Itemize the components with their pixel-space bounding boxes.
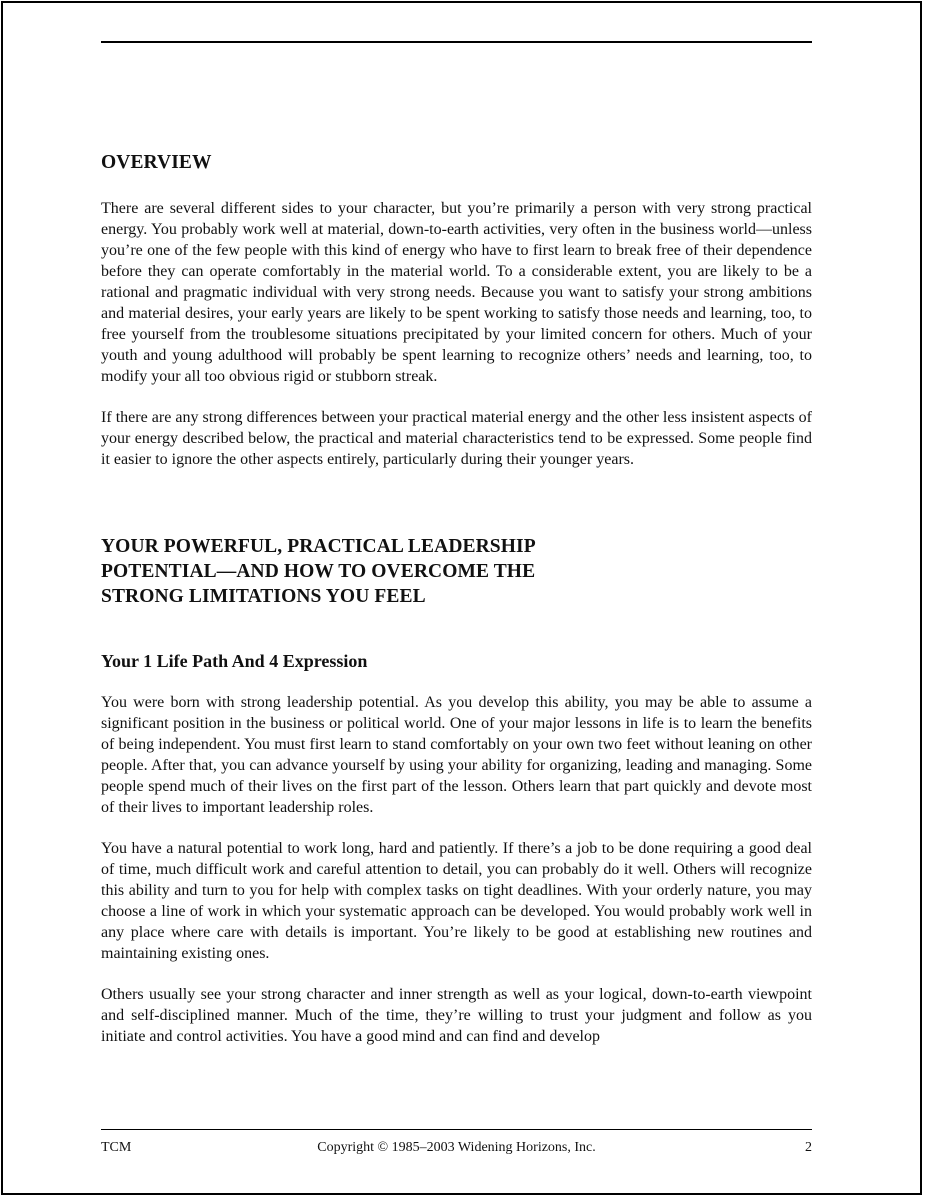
header-rule: [101, 41, 812, 43]
overview-heading: OVERVIEW: [101, 152, 212, 173]
footer-copyright: Copyright © 1985–2003 Widening Horizons, Inc.: [317, 1140, 596, 1155]
leadership-paragraph-3: Others usually see your strong character and inner strength as well as your logical, down-to-earth viewpoint and self-disciplined manner. Much of the time, they’re willing to trust your judgment and follow as you initiate and control activities. You have a good mind and can find and develop: [101, 986, 812, 1045]
leadership-heading: [101, 534, 812, 609]
life-path-subheading: Your 1 Life Path And 4 Expression: [101, 651, 368, 671]
page-content: [101, 150, 812, 1047]
leadership-paragraph-1: You were born with strong leadership potential. As you develop this ability, you may be able to assume a significant position in the business or political world. One of your major lessons in life is to learn the benefits of being independent. You must first learn to stand comfortably on your own two feet without leaning on other people. After that, you can advance yourself by using your ability for organizing, leading and managing. Some people spend much of their lives on the first part of the lesson. Others learn that part quickly and devote most of their lives to important leadership roles.: [101, 694, 812, 816]
leadership-heading-line-2: POTENTIAL—AND HOW TO OVERCOME THE: [101, 561, 536, 582]
overview-paragraph-2: If there are any strong differences between your practical material energy and the other less insistent aspects of your energy described below, the practical and material characteristics tend to be expressed. Some people find it easier to ignore the other aspects entirely, particularly during their younger years.: [101, 409, 812, 468]
leadership-paragraph-2: You have a natural potential to work long, hard and patiently. If there’s a job to be done requiring a good deal of time, much difficult work and careful attention to detail, you can probably do it well. Others will recognize this ability and turn to you for help with complex tasks on tight deadlines. With your orderly nature, you may choose a line of work in which your systematic approach can be developed. You would probably work well in any place where care with details is important. You’re likely to be good at establishing new routines and maintaining existing ones.: [101, 840, 812, 962]
page-number: 2: [805, 1140, 812, 1155]
leadership-heading-line-3: STRONG LIMITATIONS YOU FEEL: [101, 586, 426, 607]
document-page: [1, 1, 922, 1195]
footer-rule: [101, 1129, 812, 1130]
footer-left-text: TCM: [101, 1140, 132, 1155]
overview-paragraph-1: There are several different sides to your character, but you’re primarily a person with very strong practical energy. You probably work well at material, down-to-earth activities, very often in the business world—unless you’re one of the few people with this kind of energy who have to first learn to break free of their dependence before they can operate comfortably in the material world. To a considerable extent, you are likely to be a rational and pragmatic individual with very strong needs. Because you want to satisfy your strong ambitions and material desires, your early years are likely to be spent working to satisfy those needs and learning, too, to free yourself from the troublesome situations precipitated by your limited concern for others. Much of your youth and young adulthood will probably be spent learning to recognize others’ needs and learning, too, to modify your all too obvious rigid or stubborn streak.: [101, 200, 812, 385]
leadership-heading-line-1: YOUR POWERFUL, PRACTICAL LEADERSHIP: [101, 536, 536, 557]
